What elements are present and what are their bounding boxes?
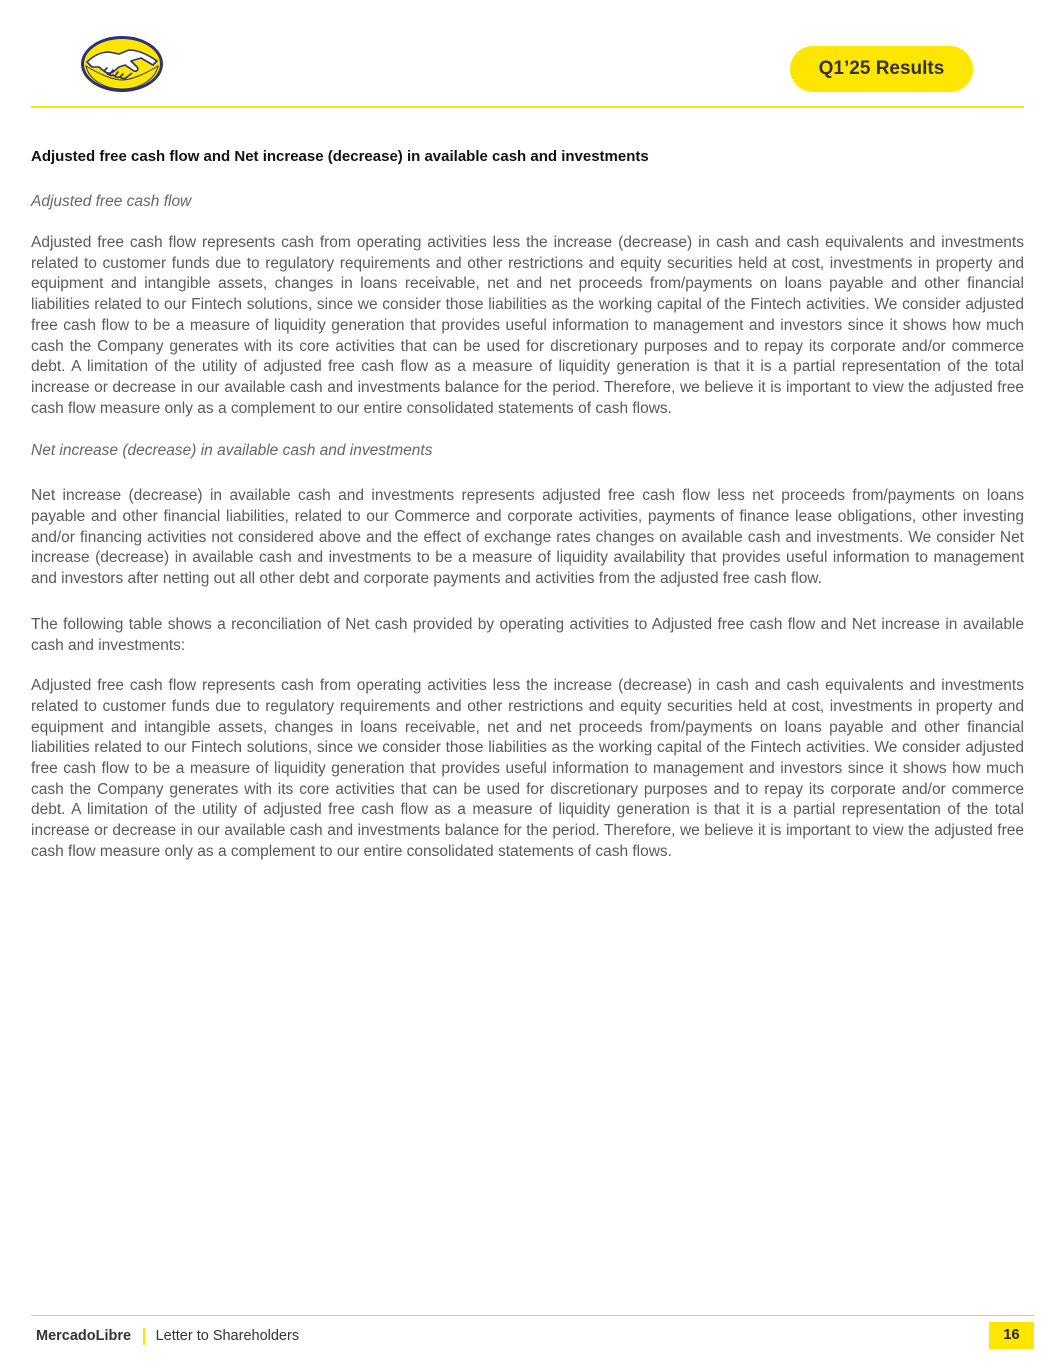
page-number: 16 — [989, 1322, 1034, 1349]
page-content — [31, 146, 1024, 863]
page-footer — [36, 1323, 299, 1349]
paragraph-net-increase: Net increase (decrease) in available cash and investments represents adjusted free cash flow less net proceeds from/payments on loans payable and other financial liabilities, related to our Commerce and corporate activities, payments of finance lease obligations, other investing and/or financing activities not considered above and the effect of exchange rates changes on available cash and investments. We consider Net increase (decrease) in available cash and investments to be a measure of liquidity availability that provides useful information to management and investors after netting out all other debt and corporate payments and activities from the adjusted free cash flow. — [31, 487, 1024, 588]
subheading-adjusted-free-cash-flow: Adjusted free cash flow — [31, 193, 192, 210]
results-badge: Q1’25 Results — [790, 46, 973, 92]
footer-brand: MercadoLibre — [36, 1328, 132, 1344]
paragraph-reconciliation-intro: The following table shows a reconciliation of Net cash provided by operating activities to Adjusted free cash flow and Net increase in available cash and investments: — [31, 615, 1024, 654]
header-divider — [31, 106, 1024, 108]
page-header — [0, 0, 1055, 108]
footer-separator — [143, 1328, 145, 1345]
footer-divider — [31, 1315, 1034, 1316]
mercadolibre-handshake-logo — [79, 34, 165, 94]
paragraph-adjusted-free-cash-flow: Adjusted free cash flow represents cash from operating activities less the increase (decrease) in cash and cash equivalents and investments related to customer funds due to regulatory requirements and other restrictions and equity securities held at cost, investments in property and equipment and intangible assets, changes in loans receivable, net and net proceeds from/payments on loans payable and other financial liabilities related to our Fintech solutions, since we consider those liabilities as the working capital of the Fintech activities. We consider adjusted free cash flow to be a measure of liquidity generation that provides useful information to management and investors since it shows how much cash the Company generates with its core activities that can be used for discretionary purposes and to repay its corporate and/or commerce debt. A limitation of the utility of adjusted free cash flow as a measure of liquidity generation is that it is a partial representation of the total increase or decrease in our available cash and investments balance for the period. Therefore, we believe it is important to view the adjusted free cash flow measure only as a complement to our entire consolidated statements of cash flows. — [31, 234, 1024, 417]
subheading-net-increase: Net increase (decrease) in available cash and investments — [31, 442, 433, 460]
section-title: Adjusted free cash flow and Net increase (decrease) in available cash and investments — [31, 148, 649, 165]
paragraph-adjusted-free-cash-flow-repeat: Adjusted free cash flow represents cash from operating activities less the increase (decrease) in cash and cash equivalents and investments related to customer funds due to regulatory requirements and other restrictions and equity securities held at cost, investments in property and equipment and intangible assets, changes in loans receivable, net and net proceeds from/payments on loans payable and other financial liabilities related to our Fintech solutions, since we consider those liabilities as the working capital of the Fintech activities. We consider adjusted free cash flow to be a measure of liquidity generation that provides useful information to management and investors since it shows how much cash the Company generates with its core activities that can be used for discretionary purposes and to repay its corporate and/or commerce debt. A limitation of the utility of adjusted free cash flow as a measure of liquidity generation is that it is a partial representation of the total increase or decrease in our available cash and investments balance for the period. Therefore, we believe it is important to view the adjusted free cash flow measure only as a complement to our entire consolidated statements of cash flows. — [31, 677, 1024, 860]
footer-document-title: Letter to Shareholders — [155, 1328, 300, 1344]
